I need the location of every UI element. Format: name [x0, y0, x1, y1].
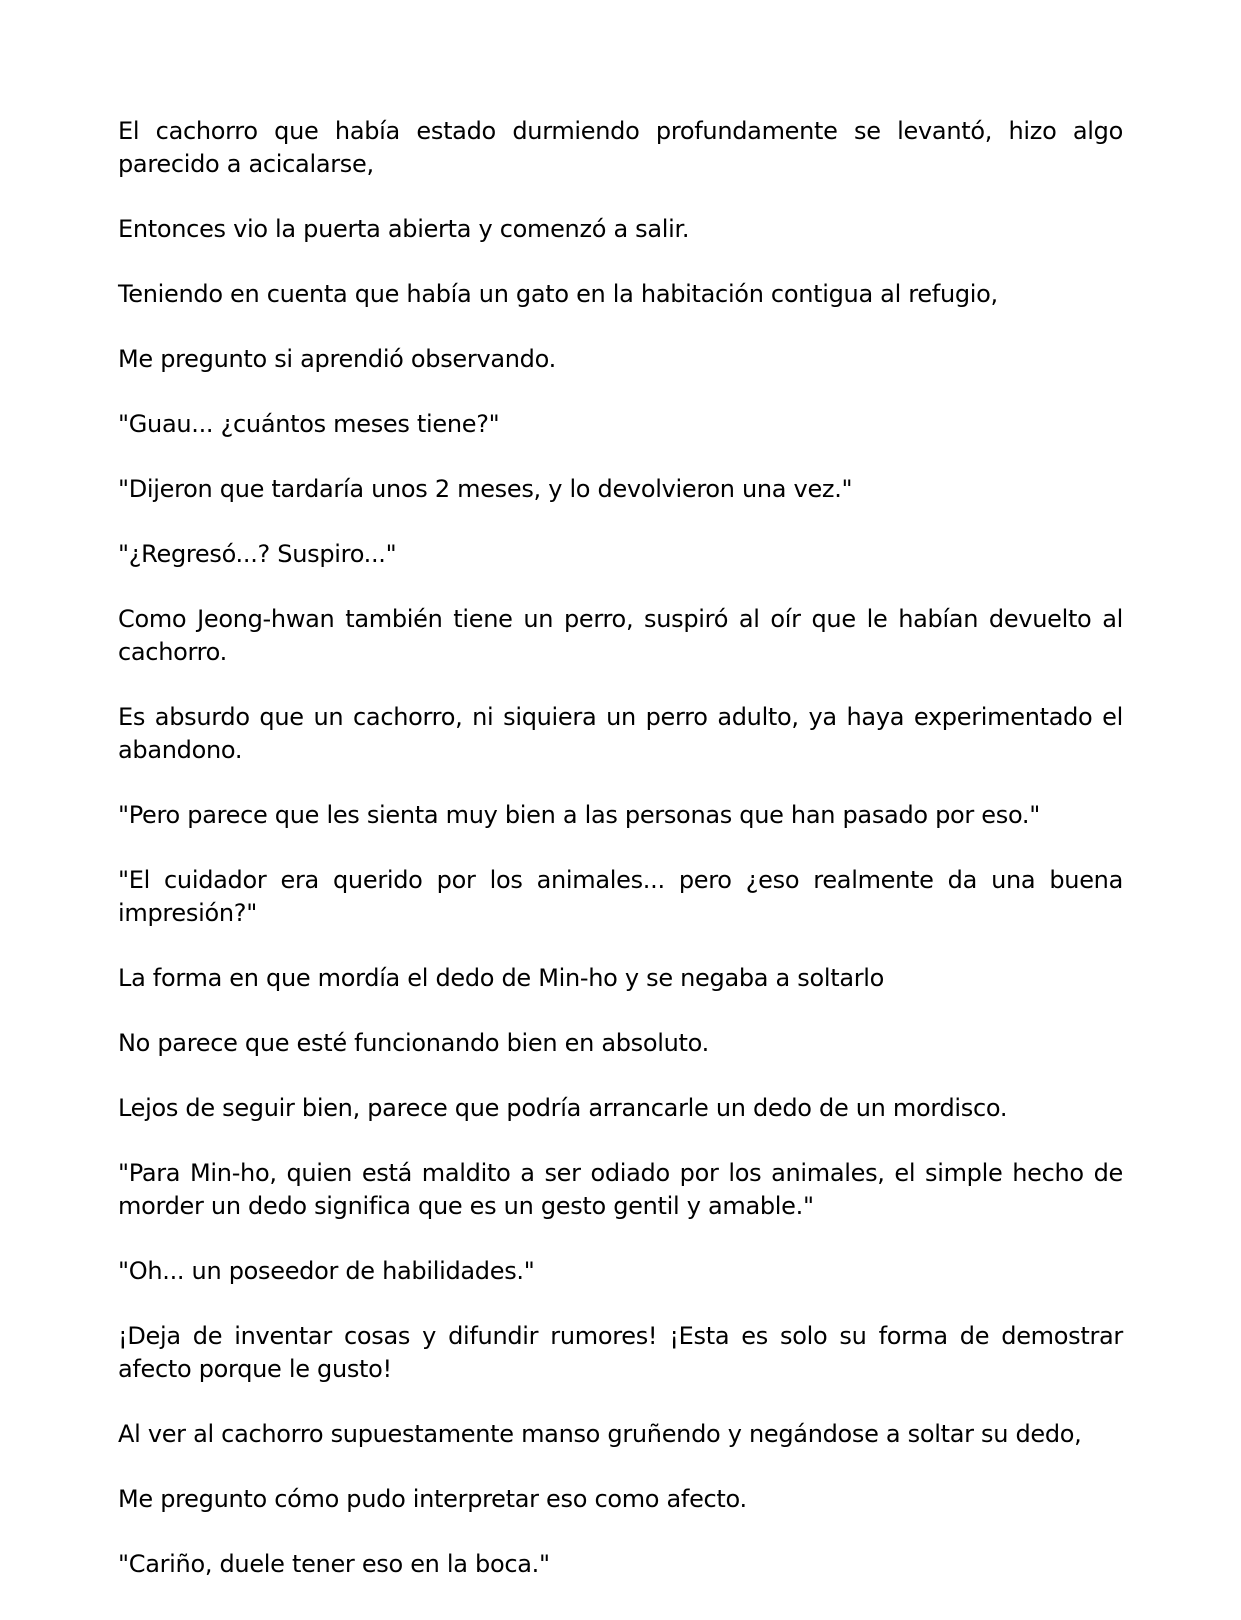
- paragraph: Como Jeong-hwan también tiene un perro, suspiró al oír que le habían devuelto al cachorro.: [118, 605, 1123, 666]
- paragraph: "Oh... un poseedor de habilidades.": [118, 1257, 535, 1285]
- paragraph: ¡Deja de inventar cosas y difundir rumores! ¡Esta es solo su forma de demostrar afecto porque le gusto!: [118, 1322, 1123, 1383]
- paragraph: "El cuidador era querido por los animales... pero ¿eso realmente da una buena impresión?": [118, 866, 1123, 927]
- paragraph: Me pregunto si aprendió observando.: [118, 345, 556, 373]
- paragraph: "Cariño, duele tener eso en la boca.": [118, 1550, 550, 1578]
- paragraph: "Pero parece que les sienta muy bien a las personas que han pasado por eso.": [118, 801, 1041, 829]
- paragraph: Teniendo en cuenta que había un gato en la habitación contigua al refugio,: [118, 280, 998, 308]
- paragraph: Es absurdo que un cachorro, ni siquiera un perro adulto, ya haya experimentado el abandono.: [118, 703, 1123, 764]
- paragraph: "¿Regresó...? Suspiro...": [118, 540, 397, 568]
- paragraph: "Guau... ¿cuántos meses tiene?": [118, 410, 500, 438]
- document-body: [118, 115, 1123, 1613]
- paragraph: La forma en que mordía el dedo de Min-ho y se negaba a soltarlo: [118, 964, 885, 992]
- paragraph: No parece que esté funcionando bien en absoluto.: [118, 1029, 709, 1057]
- paragraph: "Para Min-ho, quien está maldito a ser odiado por los animales, el simple hecho de morder un dedo significa que es un gesto gentil y amable.": [118, 1159, 1123, 1220]
- paragraph: Al ver al cachorro supuestamente manso gruñendo y negándose a soltar su dedo,: [118, 1420, 1082, 1448]
- paragraph: El cachorro que había estado durmiendo profundamente se levantó, hizo algo parecido a acicalarse,: [118, 117, 1123, 178]
- paragraph: "Dijeron que tardaría unos 2 meses, y lo devolvieron una vez.": [118, 475, 853, 503]
- paragraph: Me pregunto cómo pudo interpretar eso como afecto.: [118, 1485, 747, 1513]
- paragraph: Lejos de seguir bien, parece que podría arrancarle un dedo de un mordisco.: [118, 1094, 1008, 1122]
- paragraph: Entonces vio la puerta abierta y comenzó a salir.: [118, 215, 690, 243]
